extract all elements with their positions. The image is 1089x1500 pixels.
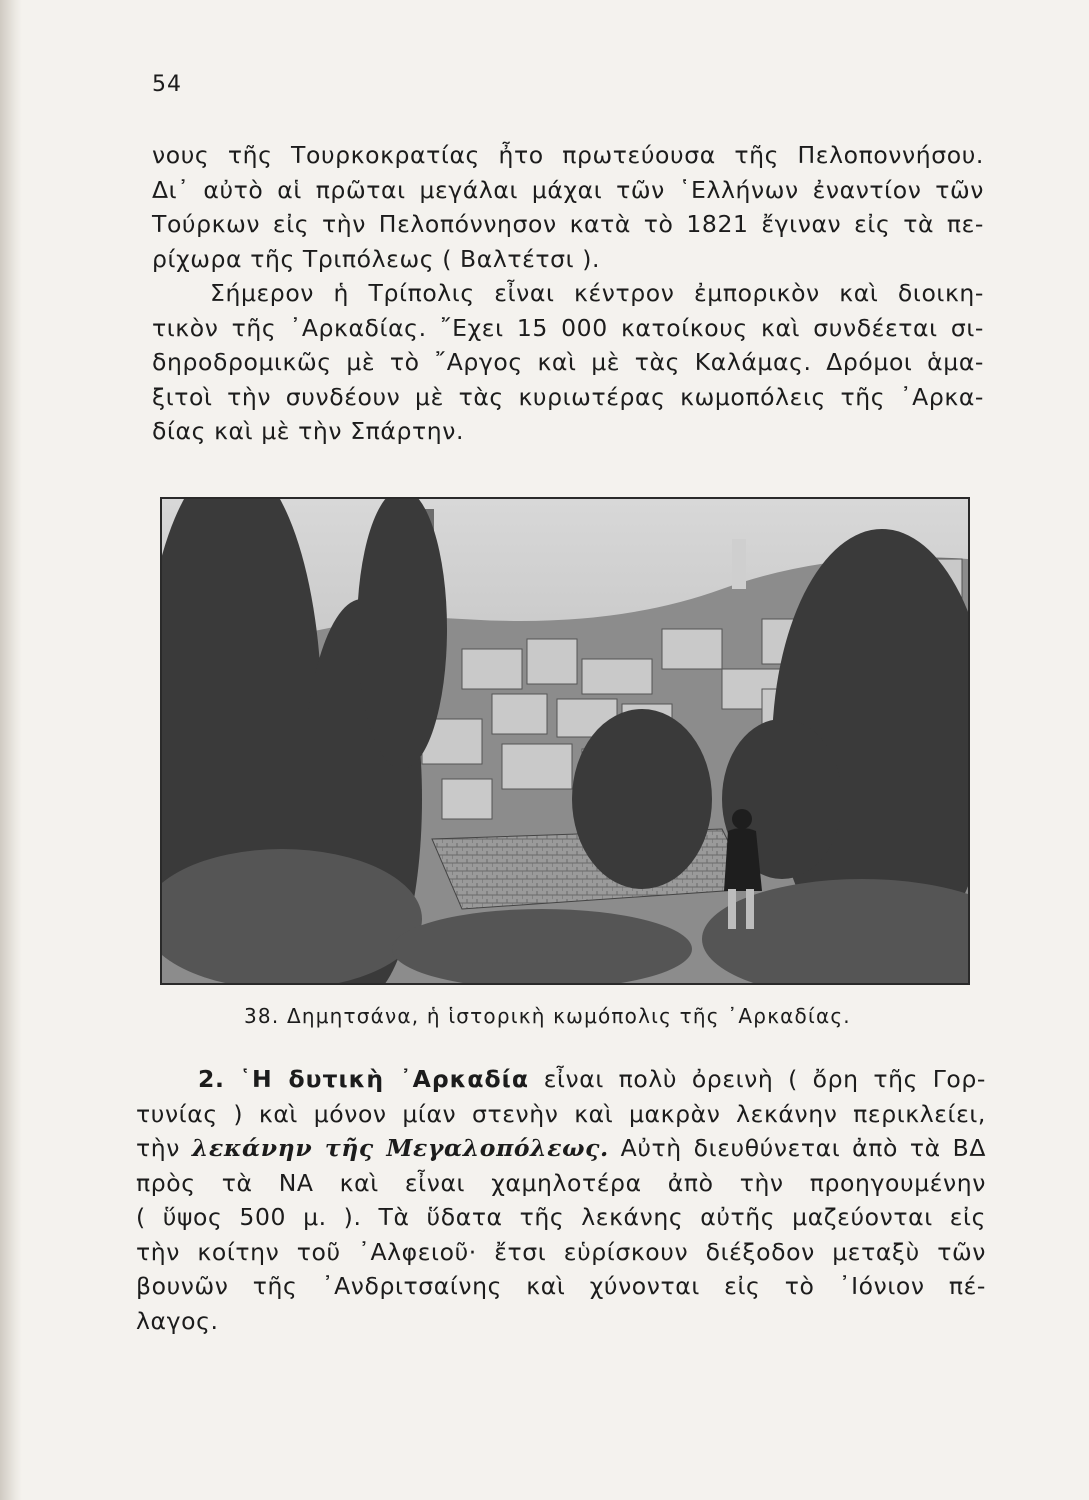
text-line: τὴν κοίτην τοῦ ᾿Αλφειοῦ· ἔτσι εὑρίσκουν διέξοδον μεταξὺ τῶν xyxy=(136,1237,986,1266)
emphasized-term: λεκάνην τῆς Μεγαλοπόλεως. xyxy=(191,1134,609,1162)
page-number: 54 xyxy=(152,72,182,97)
text-line: ρίχωρα τῆς Τριπόλεως ( Βαλτέτσι ). xyxy=(152,244,601,273)
text-span: Αὐτὴ διευθύνεται ἀπὸ τὰ ΒΔ xyxy=(620,1134,986,1162)
text-line: βουνῶν τῆς ᾿Ανδριτσαίνης καὶ χύνονται εἰς τὸ ᾿Ιόνιον πέ- xyxy=(136,1272,986,1300)
photo-dimitsana xyxy=(160,497,970,985)
text-line: ξιτοὶ τὴν συνδέουν μὲ τὰς κυριωτέρας κωμοπόλεις τῆς ᾿Αρκα- xyxy=(152,382,984,411)
text-line xyxy=(136,1131,986,1166)
section-heading: ῾Η δυτικὴ ᾿Αρκαδία xyxy=(239,1065,529,1093)
paragraph-west-arcadia xyxy=(136,1062,986,1338)
section-number: 2. xyxy=(198,1065,225,1093)
text-line: Δι᾿ αὐτὸ αἱ πρῶται μεγάλαι μάχαι τῶν ῾Ελλήνων ἐναντίον τῶν xyxy=(152,175,984,204)
text-span: εἶναι πολὺ ὀρεινὴ ( ὄρη τῆς Γορ- xyxy=(543,1065,986,1093)
text-line: νους τῆς Τουρκοκρατίας ἦτο πρωτεύουσα τῆς Πελοποννήσου. xyxy=(152,141,984,169)
text-line: δηροδρομικῶς μὲ τὸ ῎Αργος καὶ μὲ τὰς Καλάμας. Δρόμοι ἁμα- xyxy=(152,348,984,376)
paragraph-tripolis xyxy=(152,138,984,449)
text-line: πρὸς τὰ ΝΑ καὶ εἶναι χαμηλοτέρα ἀπὸ τὴν προηγουμένην xyxy=(136,1168,986,1197)
page-binding-shadow xyxy=(0,0,22,1500)
text-line: Σήμερον ἡ Τρίπολις εἶναι κέντρον ἐμπορικὸν καὶ διοικη- xyxy=(210,279,984,307)
text-line xyxy=(136,1062,986,1097)
text-line: τικὸν τῆς ᾿Αρκαδίας. ῎Εχει 15 000 κατοίκους καὶ συνδέεται σι- xyxy=(152,313,984,342)
figure-caption: 38. Δημητσάνα, ἡ ἱστορικὴ κωμόπολις τῆς ᾿Αρκαδίας. xyxy=(244,1004,851,1028)
text-line: δίας καὶ μὲ τὴν Σπάρτην. xyxy=(152,417,465,445)
text-line: λαγος. xyxy=(136,1306,219,1335)
text-line: Τούρκων εἰς τὴν Πελοπόννησον κατὰ τὸ 1821 ἔγιναν εἰς τὰ πε- xyxy=(152,210,984,238)
text-span: τὴν xyxy=(136,1134,180,1162)
text-line: τυνίας ) καὶ μόνον μίαν στενὴν καὶ μακρὰν λεκάνην περικλείει, xyxy=(136,1099,986,1128)
text-line: ( ὕψος 500 μ. ). Τὰ ὕδατα τῆς λεκάνης αὐτῆς μαζεύονται εἰς xyxy=(136,1203,986,1231)
